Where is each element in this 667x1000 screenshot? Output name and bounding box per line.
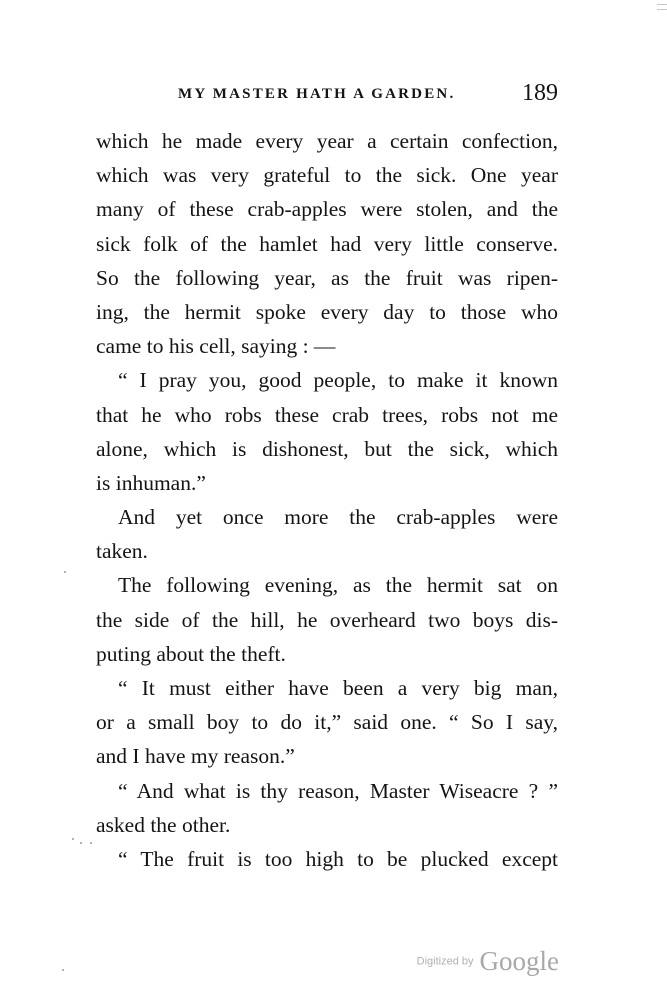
digitization-watermark [417,946,559,982]
page-header [96,80,558,110]
text-line: And yet once more the crab-apples were [118,505,558,530]
text-line: the side of the hill, he overheard two boys dis- [96,607,558,632]
text-line: is inhuman.” [96,470,206,495]
text-line: So the following year, as the fruit was ripen- [96,265,558,290]
text-line: alone, which is dishonest, but the sick, which [96,436,558,461]
page-number: 189 [522,80,558,106]
digitized-by-label: Digitized by [416,955,474,968]
print-speck [62,969,64,971]
text-line: asked the other. [96,812,231,837]
text-line: and I have my reason.” [96,744,295,769]
text-line: “ And what is thy reason, Master Wiseacre ? ” [118,778,558,803]
print-speck [80,842,82,844]
text-line: taken. [96,539,148,564]
text-line: many of these crab-apples were stolen, and the [96,197,558,222]
google-logo: Google [479,946,559,976]
text-line: “ I pray you, good people, to make it known [118,368,558,393]
text-line: which was very grateful to the sick. One year [96,163,558,188]
text-line: that he who robs these crab trees, robs not me [96,402,558,427]
edge-mark [657,4,667,5]
print-speck [72,838,74,840]
print-speck [90,842,92,844]
text-line: The following evening, as the hermit sat on [118,573,558,598]
text-line: ing, the hermit spoke every day to those who [96,299,558,324]
text-line: which he made every year a certain confection, [96,129,558,153]
text-line: “ It must either have been a very big man, [118,676,558,700]
edge-mark [657,9,667,10]
text-line: “ The fruit is too high to be plucked except [118,846,558,871]
text-line: came to his cell, saying : — [96,334,336,359]
print-speck [64,571,66,573]
text-line: sick folk of the hamlet had very little conserve. [96,231,558,256]
text-line: puting about the theft. [96,641,286,666]
text-line: or a small boy to do it,” said one. “ So I say, [96,710,558,735]
body-text [96,124,558,876]
running-head: MY MASTER HATH A GARDEN. [178,86,456,102]
